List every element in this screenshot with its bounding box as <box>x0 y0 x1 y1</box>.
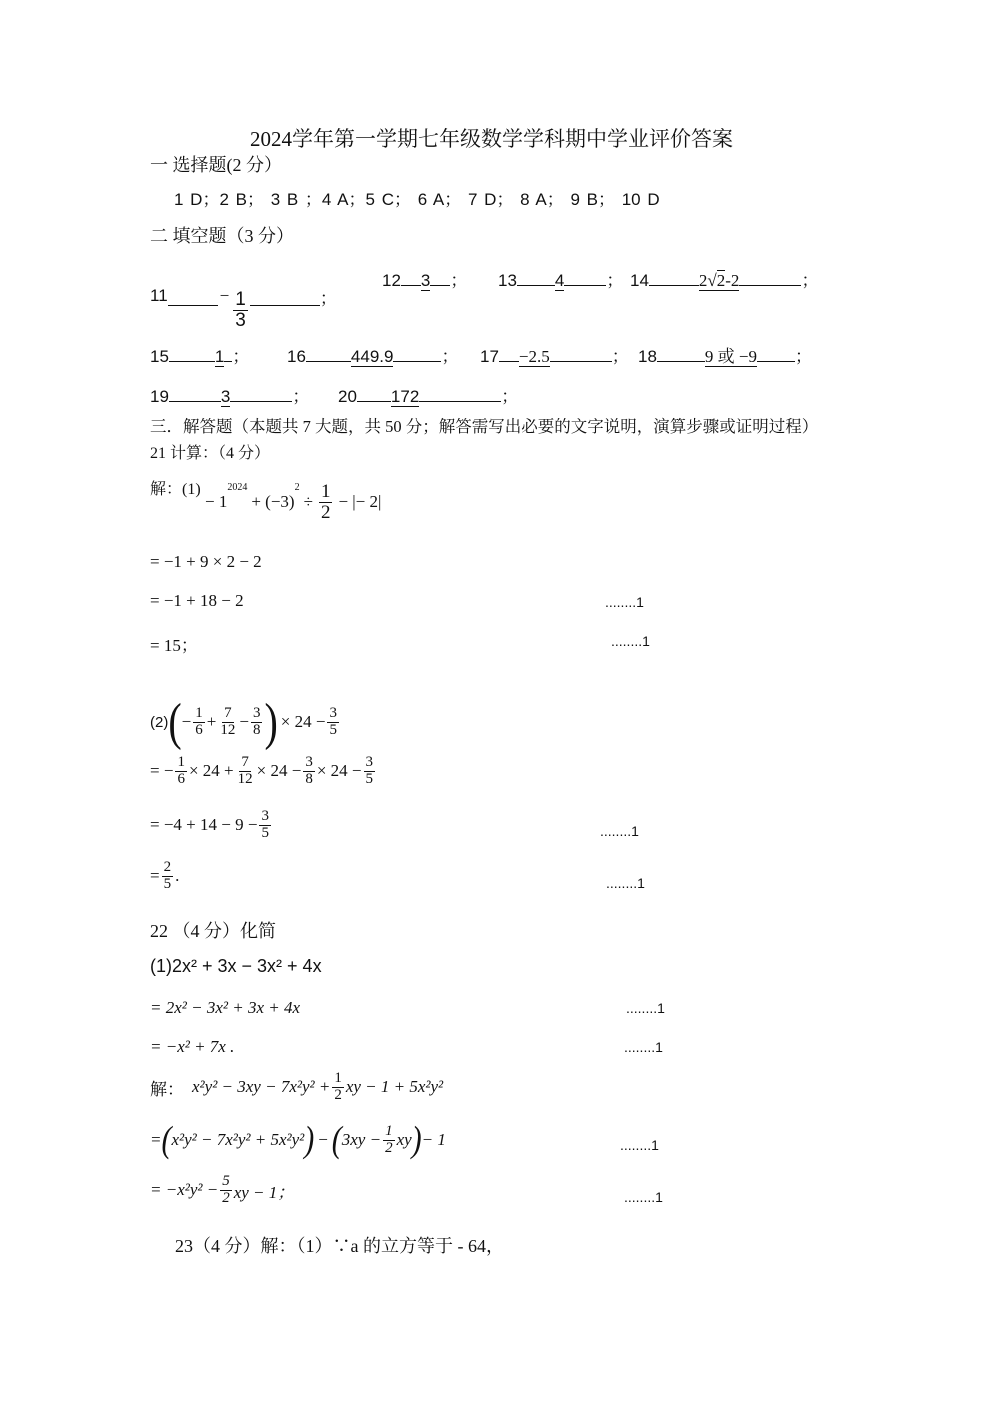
q22-p2s1-group-a: x²y² − 7x²y² + 5x²y² <box>171 1130 305 1150</box>
q20-answer <box>338 382 518 407</box>
q21-p2-frac1: $\frac{1}{6}$ <box>195 704 203 738</box>
q21-part2-step4: = $\frac{2}{5}$ . <box>150 859 180 892</box>
q21-p2s2-frac4: $\frac{3}{5}$ <box>365 754 373 787</box>
q18-answer <box>638 342 812 367</box>
q22-p2s2-frac: $\frac{5}{2}$ <box>222 1173 230 1206</box>
q16-number: 16 <box>287 347 306 366</box>
q14-answer <box>630 266 818 291</box>
q12-number: 12 <box>382 271 401 290</box>
q21-step3-mark: ........1 <box>611 633 650 649</box>
q12-value: 3 <box>420 271 431 290</box>
q16-value: 449.9 <box>350 347 394 366</box>
q19-number: 19 <box>150 387 169 406</box>
q21-step1: = −1 + 9 × 2 − 2 <box>150 552 262 571</box>
q13-end: ； <box>606 271 624 290</box>
q23-line <box>175 1232 504 1258</box>
q22-p2-frac: $\frac{1}{2}$ <box>334 1070 342 1103</box>
q11-frac-num: 1 <box>235 289 246 310</box>
q12-answer <box>382 266 467 291</box>
q21-p2-times: × 24 − <box>280 712 326 731</box>
q22-step2-mark: ........1 <box>624 1039 663 1055</box>
q11-blank-left <box>168 287 218 306</box>
q22-part1-expression: (1)2x² + 3x − 3x² + 4x <box>150 956 322 976</box>
section1-heading: 一 选择题(2 分） <box>150 155 282 175</box>
q23-text: ∵a 的立方等于 - 64， <box>332 1236 504 1256</box>
q22-part2-label: 解： <box>150 1079 184 1099</box>
section3-heading: 三．解答题（本题共 7 大题，共 50 分；解答需写出必要的文字说明，演算步骤或证明过程） <box>150 417 819 436</box>
q11-number: 11 <box>150 286 168 306</box>
q17-number: 17 <box>480 347 499 366</box>
q21-p2s3-frac: $\frac{3}{5}$ <box>261 808 269 841</box>
q16-answer <box>287 342 458 367</box>
q21-p2s2-frac1: $\frac{1}{6}$ <box>177 754 185 787</box>
q22-p2s2-term-a: = −x²y² − <box>150 1180 219 1200</box>
q21-p2-step3-mark: ........1 <box>600 823 639 839</box>
q22-part2-step1: = ( x²y² − 7x²y² + 5x²y² ) − ( 3xy − $\frac{1}{2}$ xy ) − 1 <box>150 1119 446 1161</box>
q22-step1: = 2x² − 3x² + 3x + 4x <box>150 998 301 1017</box>
q18-end: ； <box>795 347 813 366</box>
q17-value: −2.5 <box>518 347 550 366</box>
q21-p1-exp-a: 2024 <box>227 482 248 493</box>
page-title: 2024学年第一学期七年级数学学科期中学业评价答案 <box>250 127 733 151</box>
q22-part2-expression <box>150 1071 443 1104</box>
q21-p1-fraction: $\frac{1}{2}$ <box>320 481 331 523</box>
q21-step2-mark: ........1 <box>605 594 644 610</box>
q21-p2-step4-mark: ........1 <box>606 875 645 891</box>
q14-value: 2√2-2 <box>698 271 740 290</box>
q11-blank-right <box>250 287 320 306</box>
q15-end: ； <box>232 347 250 366</box>
q21-p1-term-a: − 1 <box>205 492 228 512</box>
q11-minus: − <box>219 286 230 306</box>
q21-part2-expression: (2) ( − $\frac{1}{6}$ + $\frac{7}{12}$ − $\frac{3}{8}$ ) × 24 − $\frac{3}{5}$ <box>150 692 337 751</box>
q23-label: 23（4 分）解：（1） <box>175 1236 333 1256</box>
q21-part2-step2: = − $\frac{1}{6}$ × 24 + $\frac{7}{12}$ × 24 − $\frac{3}{8}$ × 24 − $\frac{3}{5}$ <box>150 754 373 787</box>
q17-end: ； <box>611 347 629 366</box>
q22-p2s2-term-b: xy − 1； <box>233 1182 295 1202</box>
q21-p2-frac2: $\frac{7}{12}$ <box>220 704 236 738</box>
fill-row-1 <box>150 262 337 331</box>
q15-number: 15 <box>150 347 169 366</box>
q17-answer <box>480 342 629 367</box>
q20-end: ； <box>501 387 519 406</box>
q18-number: 18 <box>638 347 657 366</box>
q14-end: ； <box>801 271 819 290</box>
q11-fraction <box>233 290 248 331</box>
q13-answer <box>498 266 623 291</box>
q21-step3: = 15； <box>150 636 198 655</box>
q21-p2s2-frac3: $\frac{3}{8}$ <box>305 754 313 787</box>
section2-heading: 二 填空题（3 分） <box>150 226 294 246</box>
q18-value: 9 或 −9 <box>704 347 758 366</box>
q21-part1-label: 解：(1) <box>150 481 201 498</box>
q19-answer <box>150 382 309 407</box>
q20-value: 172 <box>390 387 420 406</box>
q16-end: ； <box>441 347 459 366</box>
q22-p2s1-frac: $\frac{1}{2}$ <box>385 1123 393 1156</box>
q15-value: 1 <box>214 347 225 366</box>
q11-end: ； <box>319 288 337 308</box>
q19-value: 3 <box>220 387 231 406</box>
q22-step2: = −x² + 7x . <box>150 1037 235 1056</box>
q22-label: 22 （4 分）化简 <box>150 921 276 941</box>
q22-p2-term-a: x²y² − 3xy − 7x²y² + <box>192 1077 331 1097</box>
q21-p2s3-text: = −4 + 14 − 9 − <box>150 815 258 835</box>
q21-step2: = −1 + 18 − 2 <box>150 591 244 610</box>
q22-step1-mark: ........1 <box>626 1000 665 1016</box>
q20-number: 20 <box>338 387 357 406</box>
q21-part1-expression <box>205 482 381 523</box>
q13-value: 4 <box>554 271 565 290</box>
q22-part2-step2 <box>150 1174 294 1207</box>
choice-answers: 1 D；2 B； 3 B ；4 A；5 C； 6 A； 7 D； 8 A； 9 B； 10 D <box>174 190 660 209</box>
q21-p1-divide: ÷ <box>303 492 313 512</box>
q21-p1-term-b: + (−3) <box>251 492 295 512</box>
q21-p1-term-d: − |− 2| <box>338 492 382 512</box>
q13-number: 13 <box>498 271 517 290</box>
q21-p2-frac3: $\frac{3}{8}$ <box>252 704 261 738</box>
q21-label: 21 计算：（4 分） <box>150 445 271 462</box>
q22-p2s1-minus-one: − 1 <box>421 1130 446 1150</box>
q22-p2s1-xy: xy <box>396 1130 412 1150</box>
q22-p2-term-b: xy − 1 + 5x²y² <box>345 1077 444 1097</box>
q12-end: ； <box>450 271 468 290</box>
q21-p2s4-frac: $\frac{2}{5}$ <box>163 859 172 892</box>
q22-p2-step1-mark: ........1 <box>620 1137 659 1153</box>
q15-answer <box>150 342 249 367</box>
q21-p2s2-frac2: $\frac{7}{12}$ <box>237 754 253 787</box>
q21-p1-exp-b: 2 <box>294 482 300 493</box>
q21-part2-step3 <box>150 809 273 842</box>
q19-end: ； <box>292 387 310 406</box>
q21-p2-frac4: $\frac{3}{5}$ <box>329 704 337 738</box>
q14-number: 14 <box>630 271 649 290</box>
q11-frac-den: 3 <box>235 309 246 331</box>
q21-part2-label: (2) <box>150 713 169 731</box>
q22-p2-step2-mark: ........1 <box>624 1189 663 1205</box>
q22-p2s1-group-b: 3xy − <box>341 1130 382 1150</box>
